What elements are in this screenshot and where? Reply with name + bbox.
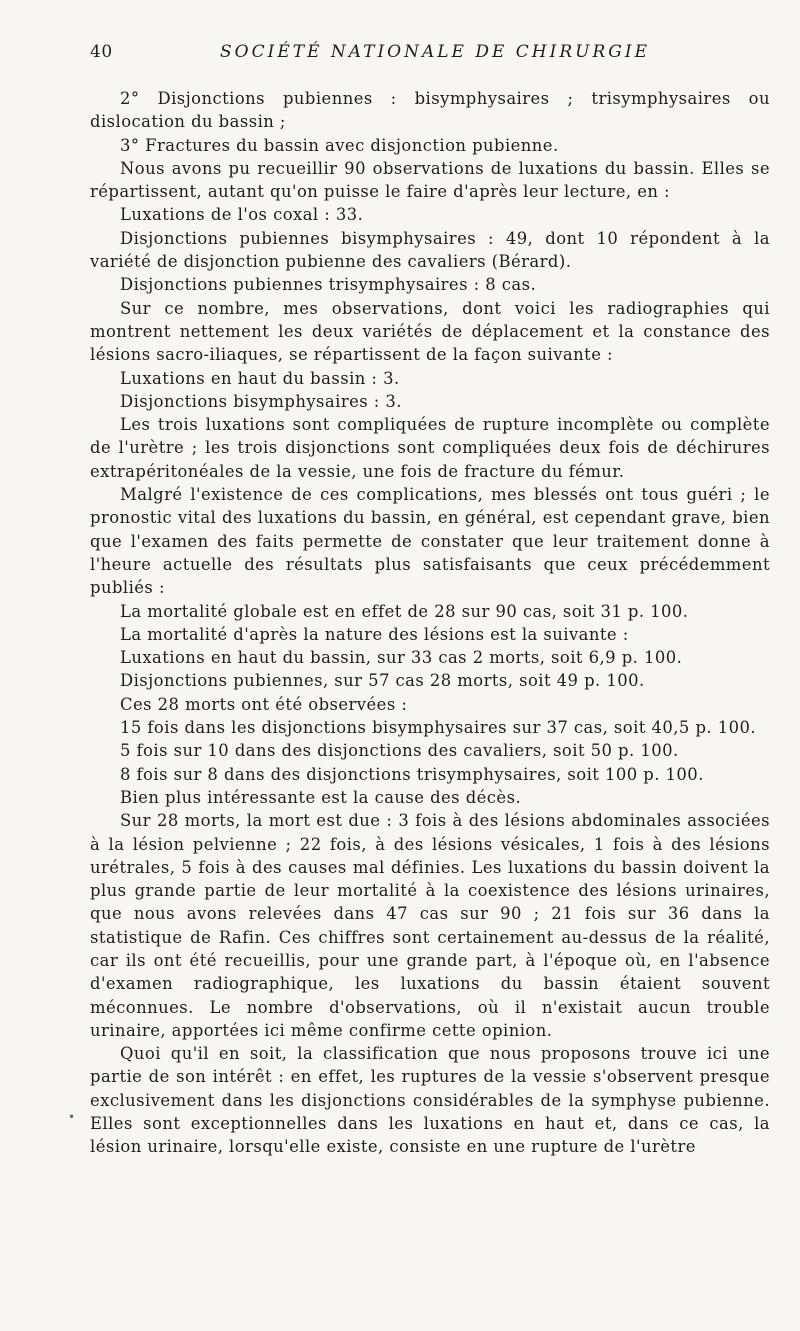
paragraph: Luxations en haut du bassin, sur 33 cas 2 morts, soit 6,9 p. 100. xyxy=(120,648,683,668)
paragraph: Sur ce nombre, mes observations, dont voici les radiographies qui montrent nettement les deux variétés de déplacement et la constance des lésions sacro-iliaques, se répartissent de la façon suivante : xyxy=(90,298,770,365)
paragraph: 15 fois dans les disjonctions bisymphysaires sur 37 cas, soit 40,5 p. 100. xyxy=(120,718,757,738)
paragraph: Disjonctions pubiennes bisymphysaires : 49, dont 10 répondent à la variété de disjonction pubienne des cavaliers (Bérard). xyxy=(90,228,770,272)
paragraph: 8 fois sur 8 dans des disjonctions trisymphysaires, soit 100 p. 100. xyxy=(120,764,704,784)
page-number: 40 xyxy=(90,42,113,62)
paragraph: Malgré l'existence de ces complications, mes blessés ont tous guéri ; le pronostic vital des luxations du bassin, en général, est cependant grave, bien que l'examen des faits permette de constater que leur traitement donne à l'heure actuelle des résultats plus satisfaisants que ceux précédemment publiés : xyxy=(90,485,770,598)
paragraph: Luxations en haut du bassin : 3. xyxy=(120,368,400,388)
body-text xyxy=(90,87,770,1159)
paragraph: Disjonctions bisymphysaires : 3. xyxy=(120,391,402,411)
paragraph: Luxations de l'os coxal : 33. xyxy=(120,205,364,225)
paragraph: 2° Disjonctions pubiennes : bisymphysaires ; trisymphysaires ou dislocation du bassin ; xyxy=(90,89,770,132)
paragraph: Quoi qu'il en soit, la classification que nous proposons trouve ici une partie de son intérêt : en effet, les ruptures de la vessie s'observent presque exclusivement dans les disjonctions considérables de la symphyse pubienne. Elles sont exceptionnelles dans les luxations en haut et, dans ce cas, la lésion urinaire, lorsqu'elle existe, consiste en une rupture de l'urètre xyxy=(90,1044,770,1157)
paragraph: Bien plus intéressante est la cause des décès. xyxy=(120,787,522,807)
margin-mark: • xyxy=(68,1110,76,1124)
paragraph: Disjonctions pubiennes, sur 57 cas 28 morts, soit 49 p. 100. xyxy=(120,671,645,691)
paragraph: La mortalité globale est en effet de 28 sur 90 cas, soit 31 p. 100. xyxy=(120,601,689,621)
paragraph: Les trois luxations sont compliquées de rupture incomplète ou complète de l'urètre ; les trois disjonctions sont compliquées deux fois de déchirures extrapéritonéales de la vessie, une fois de fracture du fémur. xyxy=(90,415,770,481)
paragraph: Disjonctions pubiennes trisymphysaires : 8 cas. xyxy=(120,275,537,295)
page-header xyxy=(90,42,780,70)
paragraph: Nous avons pu recueillir 90 observations de luxations du bassin. Elles se répartissent, autant qu'on puisse le faire d'après leur lecture, en : xyxy=(90,158,770,202)
running-title: SOCIÉTÉ NATIONALE DE CHIRURGIE xyxy=(220,42,650,62)
paragraph: 3° Fractures du bassin avec disjonction pubienne. xyxy=(120,135,559,155)
paragraph: Sur 28 morts, la mort est due : 3 fois à des lésions abdominales associées à la lésion pelvienne ; 22 fois, à des lésions vésicales, 1 fois à des lésions urétrales, 5 fois à des causes mal définies. Les luxations du bassin doivent la plus grande partie de leur mortalité à la coexistence des lésions urinaires, que nous avons relevées dans 47 cas sur 90 ; 21 fois sur 36 dans la statistique de Rafin. Ces chiffres sont certainement au-dessus de la réalité, car ils ont été recueillis, pour une grande part, à l'époque où, en l'absence d'examen radiographique, les luxations du bassin étaient souvent méconnues. Le nombre d'observations, où il n'existait aucun trouble urinaire, apportées ici même confirme cette opinion. xyxy=(90,811,770,1040)
paragraph: La mortalité d'après la nature des lésions est la suivante : xyxy=(120,624,629,644)
paragraph: 5 fois sur 10 dans des disjonctions des cavaliers, soit 50 p. 100. xyxy=(120,741,679,761)
paragraph: Ces 28 morts ont été observées : xyxy=(120,694,408,714)
